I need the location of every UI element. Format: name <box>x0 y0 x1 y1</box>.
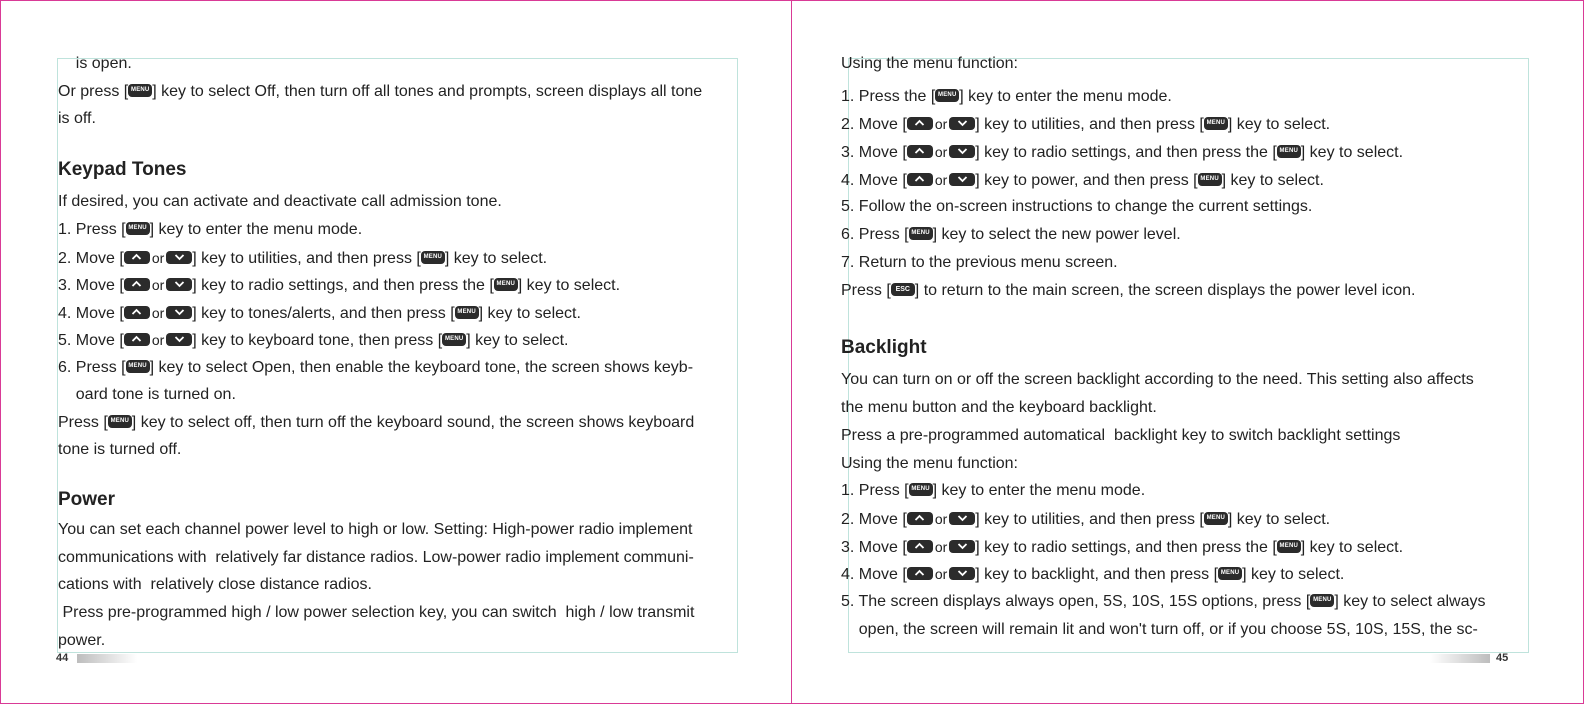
text-line <box>841 370 1474 390</box>
text-line <box>841 54 1018 74</box>
esc-key-icon: ESC <box>891 283 915 296</box>
text-segment: Using the menu function: <box>841 55 1018 72</box>
text-segment: 2. Move [ <box>58 250 124 267</box>
text-segment: 3. Move [ <box>841 144 907 161</box>
text-segment: ] key to power, and then press [ <box>975 172 1198 189</box>
or-text: or <box>934 539 948 555</box>
text-line <box>841 537 1403 558</box>
text-segment: Press a pre-programmed automatical backlight key to switch backlight settings <box>841 427 1401 444</box>
text-segment: ] key to select. <box>478 305 581 322</box>
chevron-down-icon <box>949 117 975 130</box>
text-line <box>841 114 1330 135</box>
page-left <box>0 0 792 704</box>
text-segment: 1. Press [ <box>841 482 909 499</box>
text-segment: ] key to enter the menu mode. <box>932 482 1146 499</box>
text-segment: 1. Press [ <box>58 221 126 238</box>
text-segment: 5. Follow the on-screen instructions to change the current settings. <box>841 198 1313 215</box>
text-segment: ] key to select. <box>1242 566 1345 583</box>
text-segment: 7. Return to the previous menu screen. <box>841 254 1118 271</box>
text-segment: tone is turned off. <box>58 441 182 458</box>
text-segment: cations with relatively close distance radios. <box>58 576 372 593</box>
text-segment: 6. Press [ <box>58 359 126 376</box>
text-segment: ] key to tones/alerts, and then press [ <box>192 305 455 322</box>
right-page-content <box>792 1 1583 703</box>
text-line <box>58 440 181 460</box>
chevron-down-icon <box>949 512 975 525</box>
text-line <box>841 426 1400 446</box>
text-segment: ] key to select. <box>1300 144 1404 161</box>
text-segment: ] key to radio settings, and then press the [ <box>975 144 1277 161</box>
menu-key-icon: MENU <box>126 222 150 235</box>
or-text: or <box>151 277 165 293</box>
text-line <box>58 385 236 405</box>
or-text: or <box>934 116 948 132</box>
text-segment: open, the screen will remain lit and won't turn off, or if you choose 5S, 10S, 15S, the sc- <box>841 621 1478 638</box>
menu-key-icon: MENU <box>1218 567 1242 580</box>
text-line <box>58 220 362 240</box>
text-segment: Press [ <box>58 414 108 431</box>
chevron-down-icon <box>949 145 975 158</box>
section-heading: Power <box>58 489 116 510</box>
chevron-up-icon <box>124 278 150 291</box>
menu-key-icon: MENU <box>455 306 479 319</box>
chevron-up-icon <box>907 173 933 186</box>
or-text: or <box>934 144 948 160</box>
text-line <box>841 454 1018 474</box>
chevron-up-icon <box>907 117 933 130</box>
text-segment: ] key to utilities, and then press [ <box>975 511 1204 528</box>
text-segment: You can set each channel power level to high or low. Setting: High-power radio implement <box>58 521 693 538</box>
text-line <box>841 564 1344 585</box>
text-segment: ] key to select. <box>1227 116 1331 133</box>
menu-key-icon: MENU <box>1277 540 1301 553</box>
chevron-up-icon <box>124 306 150 319</box>
menu-key-icon: MENU <box>1277 145 1301 158</box>
text-line <box>58 520 692 540</box>
text-segment: oard tone is turned on. <box>58 386 236 403</box>
text-segment: ] to return to the main screen, the screen displays the power level icon. <box>914 282 1416 299</box>
text-segment: ] key to utilities, and then press [ <box>975 116 1204 133</box>
text-line <box>58 192 502 212</box>
chevron-up-icon <box>124 251 150 264</box>
left-page-content <box>1 1 791 703</box>
text-segment: Using the menu function: <box>841 455 1018 472</box>
chevron-up-icon <box>907 512 933 525</box>
section-heading: Backlight <box>841 337 927 358</box>
text-segment: ] key to enter the menu mode. <box>959 88 1172 105</box>
text-segment: ] key to select. <box>517 277 621 294</box>
text-line <box>841 281 1416 301</box>
text-segment: 4. Move [ <box>58 305 124 322</box>
text-segment: ] key to backlight, and then press [ <box>975 566 1219 583</box>
text-line <box>58 330 568 351</box>
text-segment: ] key to select. <box>444 250 548 267</box>
or-text: or <box>934 172 948 188</box>
menu-key-icon: MENU <box>909 227 933 240</box>
text-line <box>58 275 620 296</box>
page-right <box>791 0 1584 704</box>
text-segment: ] key to select Off, then turn off all tones and prompts, screen displays all tone <box>152 83 703 100</box>
text-line <box>58 603 694 623</box>
chevron-down-icon <box>166 306 192 319</box>
text-segment: Press pre-programmed high / low power selection key, you can switch high / low transmit <box>58 604 695 621</box>
text-segment: 3. Move [ <box>841 539 907 556</box>
chevron-down-icon <box>949 540 975 553</box>
text-line <box>58 548 694 568</box>
text-segment: ] key to select the new power level. <box>932 226 1181 243</box>
menu-key-icon: MENU <box>126 360 150 373</box>
chevron-down-icon <box>949 567 975 580</box>
chevron-down-icon <box>166 251 192 264</box>
text-line <box>841 620 1478 640</box>
text-segment: communications with relatively far distance radios. Low-power radio implement communi- <box>58 549 694 566</box>
menu-key-icon: MENU <box>935 89 959 102</box>
text-segment: You can turn on or off the screen backlight according to the need. This setting also affects <box>841 371 1474 388</box>
text-line <box>841 398 1157 418</box>
chevron-up-icon <box>907 540 933 553</box>
text-line <box>58 109 96 129</box>
text-segment: ] key to radio settings, and then press the [ <box>975 539 1277 556</box>
menu-key-icon: MENU <box>909 483 933 496</box>
text-line <box>841 225 1181 245</box>
text-segment: 3. Move [ <box>58 277 124 294</box>
text-line <box>58 358 693 378</box>
text-line <box>58 413 694 433</box>
text-segment: If desired, you can activate and deactivate call admission tone. <box>58 193 502 210</box>
menu-key-icon: MENU <box>1310 594 1334 607</box>
text-line <box>841 509 1330 530</box>
footer-bar <box>1430 654 1490 663</box>
text-segment: Or press [ <box>58 83 129 100</box>
or-text: or <box>151 250 165 266</box>
text-segment: 4. Move [ <box>841 566 907 583</box>
text-line <box>58 82 702 102</box>
chevron-up-icon <box>124 333 150 346</box>
text-segment: ] key to select always <box>1334 593 1486 610</box>
text-segment: ] key to radio settings, and then press the [ <box>192 277 494 294</box>
text-segment: ] key to utilities, and then press [ <box>192 250 421 267</box>
text-segment: power. <box>58 632 106 649</box>
text-line <box>841 170 1324 191</box>
text-segment: the menu button and the keyboard backlight. <box>841 399 1157 416</box>
text-segment: 2. Move [ <box>841 511 907 528</box>
text-line <box>58 575 372 595</box>
text-segment: 5. The screen displays always open, 5S, 10S, 15S options, press [ <box>841 593 1311 610</box>
text-segment: ] key to keyboard tone, then press [ <box>192 332 443 349</box>
or-text: or <box>151 332 165 348</box>
text-segment: is open. <box>58 55 132 72</box>
text-line <box>841 87 1172 107</box>
chevron-down-icon <box>949 173 975 186</box>
text-segment: is off. <box>58 110 96 127</box>
menu-key-icon: MENU <box>442 333 466 346</box>
text-segment: ] key to enter the menu mode. <box>149 221 363 238</box>
menu-key-icon: MENU <box>1204 117 1228 130</box>
text-line <box>841 592 1485 612</box>
text-segment: ] key to select off, then turn off the keyboard sound, the screen shows keyboard <box>131 414 695 431</box>
section-heading: Keypad Tones <box>58 159 187 180</box>
menu-key-icon: MENU <box>494 278 518 291</box>
page-number: 44 <box>56 652 69 664</box>
text-segment: 1. Press the [ <box>841 88 936 105</box>
text-segment: ] key to select. <box>1300 539 1404 556</box>
text-segment: 2. Move [ <box>841 116 907 133</box>
or-text: or <box>151 305 165 321</box>
text-segment: Press [ <box>841 282 891 299</box>
menu-key-icon: MENU <box>421 251 445 264</box>
chevron-up-icon <box>907 145 933 158</box>
text-line <box>841 253 1118 273</box>
menu-key-icon: MENU <box>1204 512 1228 525</box>
chevron-up-icon <box>907 567 933 580</box>
text-line <box>58 303 581 324</box>
chevron-down-icon <box>166 278 192 291</box>
footer-bar <box>77 654 137 663</box>
text-line <box>58 54 132 74</box>
text-line <box>58 248 547 269</box>
text-segment: ] key to select. <box>1227 511 1331 528</box>
page-number: 45 <box>1496 652 1509 664</box>
text-line <box>58 631 105 651</box>
menu-key-icon: MENU <box>128 84 152 97</box>
text-segment: ] key to select. <box>1221 172 1324 189</box>
menu-key-icon: MENU <box>1198 173 1222 186</box>
text-segment: ] key to select Open, then enable the keyboard tone, the screen shows keyb- <box>149 359 694 376</box>
menu-key-icon: MENU <box>108 415 132 428</box>
text-line <box>841 142 1403 163</box>
text-segment: 4. Move [ <box>841 172 907 189</box>
text-line <box>841 481 1145 501</box>
or-text: or <box>934 511 948 527</box>
or-text: or <box>934 566 948 582</box>
text-segment: ] key to select. <box>466 332 569 349</box>
text-line <box>841 197 1312 217</box>
text-segment: 5. Move [ <box>58 332 124 349</box>
text-segment: 6. Press [ <box>841 226 909 243</box>
chevron-down-icon <box>166 333 192 346</box>
